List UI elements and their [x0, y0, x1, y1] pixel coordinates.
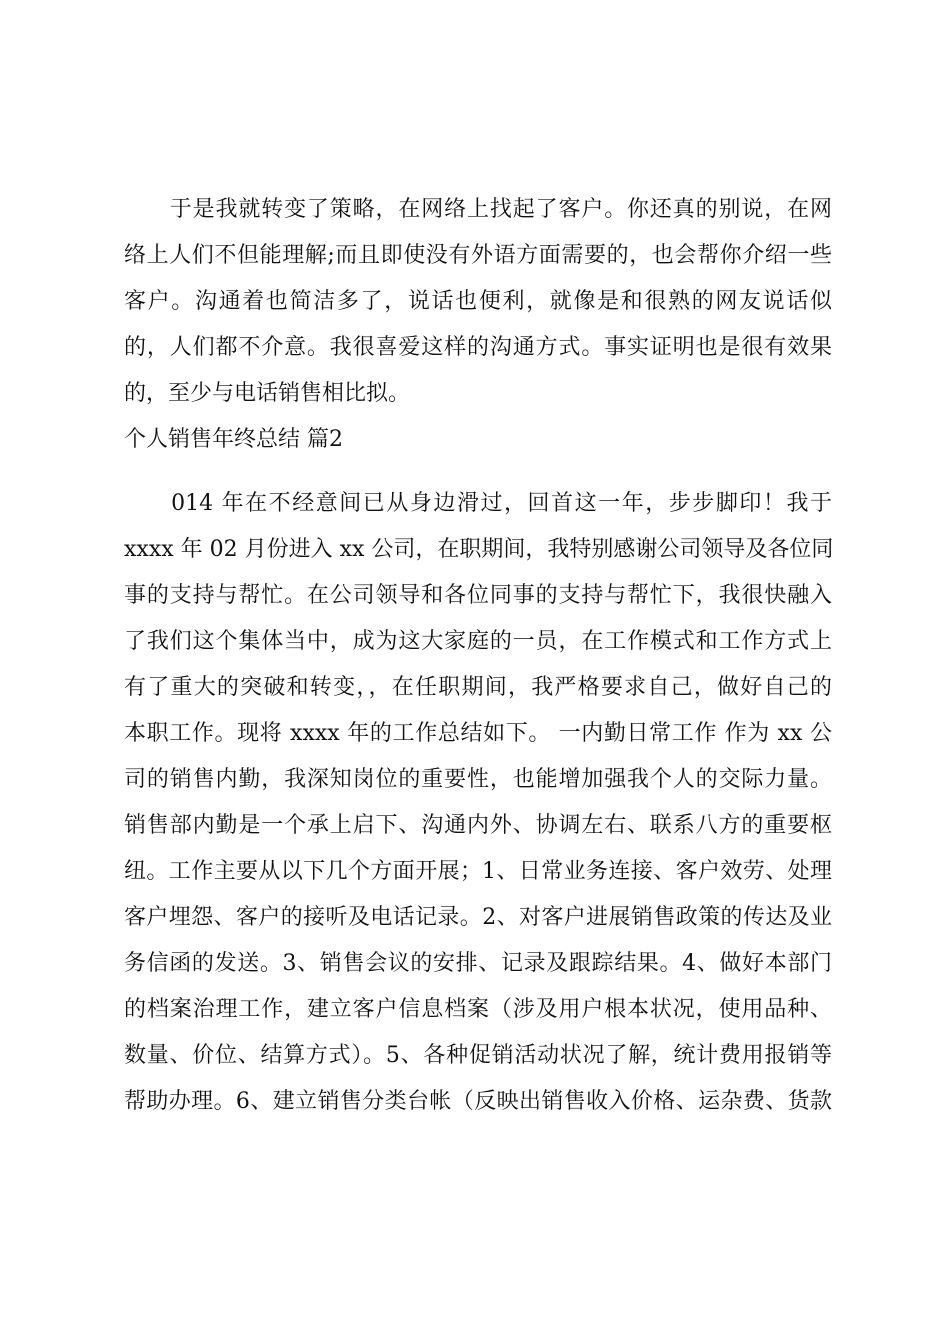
- paragraph-line: 务信函的发送。3、销售会议的安排、记录及跟踪结果。4、做好本部门: [124, 951, 832, 976]
- paragraph-line: 司的销售内勤，我深知岗位的重要性，也能增加强我个人的交际力量。: [124, 767, 832, 792]
- paragraph-line: 的，人们都不介意。我很喜爱这样的沟通方式。事实证明也是很有效果: [124, 335, 832, 360]
- paragraph-line: 014 年在不经意间已从身边滑过，回首这一年，步步脚印！我于: [124, 491, 832, 516]
- paragraph-line: 事的支持与帮忙。在公司领导和各位同事的支持与帮忙下，我很快融入: [124, 583, 832, 608]
- paragraph-line: 的档案治理工作，建立客户信息档案（涉及用户根本状况，使用品种、: [124, 997, 832, 1022]
- paragraph-line: 客户。沟通着也简洁多了，说话也便利，就像是和很熟的网友说话似: [124, 289, 832, 314]
- paragraph-line: 客户埋怨、客户的接听及电话记录。2、对客户进展销售政策的传达及业: [124, 905, 832, 930]
- paragraph-line: 本职工作。现将 xxxx 年的工作总结如下。 一内勤日常工作 作为 xx 公: [124, 721, 832, 746]
- paragraph-line: xxxx 年 02 月份进入 xx 公司，在职期间，我特别感谢公司领导及各位同: [124, 537, 834, 562]
- paragraph-line: 纽。工作主要从以下几个方面开展；1、日常业务连接、客户效劳、处理: [124, 859, 832, 884]
- paragraph-line: 销售部内勤是一个承上启下、沟通内外、协调左右、联系八方的重要枢: [124, 813, 832, 838]
- paragraph-line: 于是我就转变了策略，在网络上找起了客户。你还真的别说，在网: [124, 197, 832, 222]
- paragraph-line: 数量、价位、结算方式）。5、各种促销活动状况了解，统计费用报销等: [124, 1043, 832, 1068]
- paragraph-line: 的，至少与电话销售相比拟。: [124, 381, 411, 406]
- paragraph-line: 了我们这个集体当中，成为这大家庭的一员，在工作模式和工作方式上: [124, 629, 832, 654]
- section-heading: 个人销售年终总结 篇2: [124, 427, 343, 452]
- paragraph-line: 络上人们不但能理解;而且即使没有外语方面需要的，也会帮你介绍一些: [124, 243, 832, 268]
- paragraph-line: 有了重大的突破和转变，，在任职期间，我严格要求自己，做好自己的: [124, 675, 832, 700]
- paragraph-line: 帮助办理。6、建立销售分类台帐（反映出销售收入价格、运杂费、货款: [124, 1089, 832, 1114]
